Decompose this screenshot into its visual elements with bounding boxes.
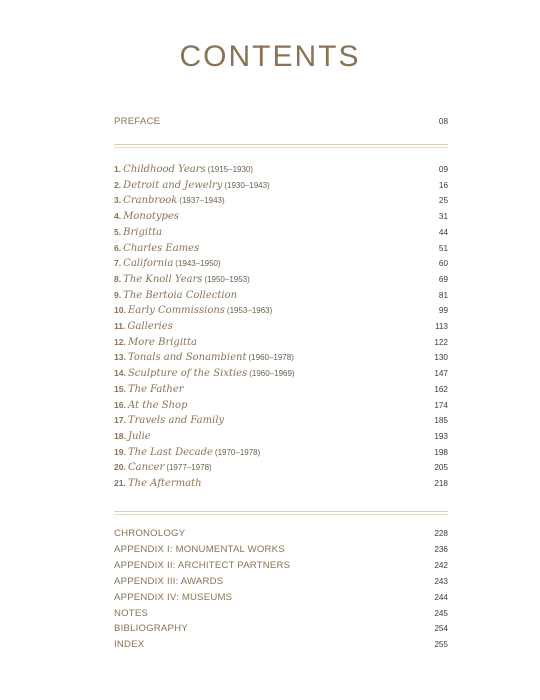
chapter-title: Travels and Family — [127, 415, 225, 427]
toc-entry-chapter[interactable] — [114, 352, 448, 368]
chapter-title: California — [123, 258, 174, 270]
chapter-title: The Knoll Years — [123, 273, 203, 285]
toc-entry-chapter[interactable] — [114, 258, 448, 274]
chapter-title-group — [114, 290, 239, 301]
toc-entry-chapter[interactable] — [114, 195, 448, 211]
chapter-title: More Brigitta — [127, 336, 198, 348]
toc-entry-page: 236 — [434, 544, 448, 554]
chapter-title: Cancer — [127, 462, 165, 474]
toc-entry-chapter[interactable] — [114, 227, 448, 243]
toc-entry-chapter[interactable] — [114, 164, 448, 180]
chapter-years: (1943–1950) — [175, 259, 221, 269]
toc-entry-back-matter[interactable] — [114, 528, 448, 544]
toc-entry-page: 25 — [438, 196, 448, 206]
toc-entry-back-matter[interactable] — [114, 639, 448, 655]
toc-entry-page: 51 — [438, 243, 448, 253]
chapter-title: Charles Eames — [123, 242, 200, 254]
toc-entry-page: 185 — [434, 416, 448, 426]
chapter-title-group — [114, 274, 250, 285]
chapter-number: 16. — [114, 399, 126, 410]
toc-entry-label: CHRONOLOGY — [114, 528, 186, 539]
toc-entry-page: 205 — [434, 463, 448, 473]
toc-entry-chapter[interactable] — [114, 462, 448, 478]
chapter-number: 21. — [114, 478, 126, 488]
chapter-title: Sculpture of the Sixties — [127, 368, 248, 380]
toc-entry-page: 147 — [434, 369, 448, 379]
chapter-title-group — [114, 337, 199, 348]
toc-entry-page: 162 — [434, 384, 448, 394]
toc-entry-label: APPENDIX II: ARCHITECT PARTNERS — [114, 559, 291, 571]
toc-entry-back-matter[interactable] — [114, 576, 448, 592]
chapter-title: Cranbrook — [123, 195, 178, 207]
chapter-title-group — [114, 431, 153, 442]
chapter-title: Detroit and Jewelry — [123, 179, 223, 191]
chapter-title: At the Shop — [127, 399, 188, 411]
chapter-title-group — [114, 415, 226, 426]
chapter-title-group — [114, 384, 186, 395]
toc-entry-page: 218 — [434, 479, 448, 488]
chapter-title-group — [114, 243, 201, 254]
chapter-years: (1970–1978) — [214, 447, 261, 457]
toc-entry-label: PREFACE — [114, 116, 161, 127]
chapter-title: The Last Decade — [127, 446, 213, 458]
toc-entry-page: 44 — [438, 227, 448, 237]
toc-entry-label: APPENDIX III: AWARDS — [114, 575, 224, 587]
toc-entry-chapter[interactable] — [114, 321, 448, 337]
toc-entry-page: 198 — [434, 447, 448, 457]
toc-entry-preface[interactable] — [114, 116, 448, 132]
chapter-title: Childhood Years — [123, 164, 206, 175]
chapter-number: 2. — [114, 179, 122, 190]
chapter-number: 10. — [114, 305, 126, 316]
chapter-years: (1977–1978) — [166, 463, 212, 473]
toc-entry-page: 113 — [434, 322, 448, 331]
chapter-number: 6. — [114, 242, 122, 253]
chapter-years: (1930–1943) — [224, 180, 270, 190]
chapter-number: 11. — [114, 321, 126, 331]
toc-entry-page: 81 — [438, 290, 448, 300]
chapter-number: 5. — [114, 226, 122, 237]
toc-entry-page: 16 — [438, 180, 448, 190]
toc-entry-page: 193 — [434, 431, 448, 441]
chapter-number: 19. — [114, 446, 126, 457]
chapter-title-group — [114, 195, 225, 206]
chapter-number: 4. — [114, 211, 122, 222]
toc-entry-page: 254 — [434, 624, 448, 634]
toc-entry-page: 99 — [438, 306, 448, 316]
toc-entry-page: 228 — [434, 529, 448, 538]
toc-entry-page: 122 — [434, 337, 448, 347]
toc-entry-label: NOTES — [114, 607, 149, 619]
toc-entry-chapter[interactable] — [114, 243, 448, 259]
chapter-number: 13. — [114, 352, 126, 363]
chapter-number: 9. — [114, 289, 122, 300]
chapter-number: 15. — [114, 383, 126, 394]
chapter-number: 8. — [114, 273, 122, 284]
toc-entry-chapter[interactable] — [114, 274, 448, 290]
chapter-number: 18. — [114, 430, 126, 441]
toc-entry-back-matter[interactable] — [114, 560, 448, 576]
toc-entry-chapter[interactable] — [114, 478, 448, 494]
toc-entry-page: 242 — [434, 560, 448, 570]
chapter-title: Julie — [127, 430, 151, 442]
chapter-title: Brigitta — [123, 226, 163, 238]
chapter-title-group — [114, 478, 204, 489]
chapter-title: The Father — [127, 383, 184, 395]
chapter-years: (1915–1930) — [207, 165, 254, 174]
toc-entry-chapter[interactable] — [114, 180, 448, 196]
chapter-title-group — [114, 447, 260, 458]
toc-entry-page: 60 — [438, 259, 448, 269]
toc-entry-label: APPENDIX I: MONUMENTAL WORKS — [114, 543, 285, 555]
chapter-title-group — [114, 352, 294, 363]
toc-entry-page: 245 — [434, 608, 448, 618]
toc-entry-back-matter[interactable] — [114, 623, 448, 639]
toc-entry-page: 08 — [438, 117, 448, 126]
chapter-number: 7. — [114, 258, 122, 269]
chapter-title-group — [114, 211, 181, 222]
chapter-title-group — [114, 164, 253, 175]
chapter-number: 3. — [114, 195, 122, 206]
chapter-title: Tonals and Sonambient — [127, 352, 247, 364]
toc-entry-page: 244 — [434, 592, 448, 602]
chapter-title-group — [114, 180, 270, 191]
toc-entry-back-matter[interactable] — [114, 544, 448, 560]
toc-entry-label: INDEX — [114, 639, 145, 651]
chapter-title: The Aftermath — [127, 478, 202, 489]
chapter-title-group — [114, 227, 164, 238]
chapter-number: 14. — [114, 368, 126, 379]
toc-entry-chapter[interactable] — [114, 431, 448, 447]
chapter-title-group — [114, 462, 212, 473]
toc-entry-chapter[interactable] — [114, 384, 448, 400]
chapter-number: 20. — [114, 462, 126, 473]
page-title: CONTENTS — [179, 40, 361, 73]
toc-entry-chapter[interactable] — [114, 305, 448, 321]
toc-entry-page: 174 — [434, 400, 448, 410]
toc-entry-label: APPENDIX IV: MUSEUMS — [114, 591, 233, 603]
section-divider — [114, 144, 448, 145]
section-divider — [114, 511, 448, 512]
toc-entry-page: 130 — [434, 353, 448, 363]
chapter-years: (1937–1943) — [179, 196, 225, 206]
toc-entry-chapter[interactable] — [114, 400, 448, 416]
toc-entry-chapter[interactable] — [114, 447, 448, 463]
toc-entry-label: BIBLIOGRAPHY — [114, 623, 188, 635]
toc-entry-chapter[interactable] — [114, 337, 448, 353]
chapter-title-group — [114, 305, 272, 316]
chapter-title-group — [114, 321, 175, 332]
chapter-title-group — [114, 258, 221, 269]
chapter-number: 12. — [114, 336, 126, 347]
chapter-years: (1950–1953) — [204, 274, 250, 284]
toc-entry-page: 255 — [434, 640, 448, 650]
toc-entry-chapter[interactable] — [114, 211, 448, 227]
chapter-title: Early Commissions — [127, 305, 225, 317]
chapter-number: 1. — [114, 164, 122, 174]
toc-entry-page: 09 — [438, 165, 448, 174]
toc-entry-chapter[interactable] — [114, 415, 448, 431]
toc-entry-chapter[interactable] — [114, 290, 448, 306]
chapter-number: 17. — [114, 415, 126, 426]
chapter-years: (1960–1969) — [249, 369, 295, 379]
chapter-title: Galleries — [127, 321, 173, 332]
toc-entry-back-matter[interactable] — [114, 592, 448, 608]
chapter-title: The Bertoia Collection — [123, 289, 238, 301]
toc-entry-page: 31 — [438, 212, 448, 222]
toc-entry-page: 69 — [438, 274, 448, 284]
toc-entry-back-matter[interactable] — [114, 608, 448, 624]
chapter-title-group — [114, 400, 189, 411]
toc-entry-page: 243 — [434, 576, 448, 586]
chapter-years: (1960–1978) — [248, 353, 294, 363]
chapter-years: (1953–1963) — [226, 306, 273, 316]
toc-entry-chapter[interactable] — [114, 368, 448, 384]
chapter-title: Monotypes — [123, 211, 180, 223]
chapter-title-group — [114, 368, 295, 379]
